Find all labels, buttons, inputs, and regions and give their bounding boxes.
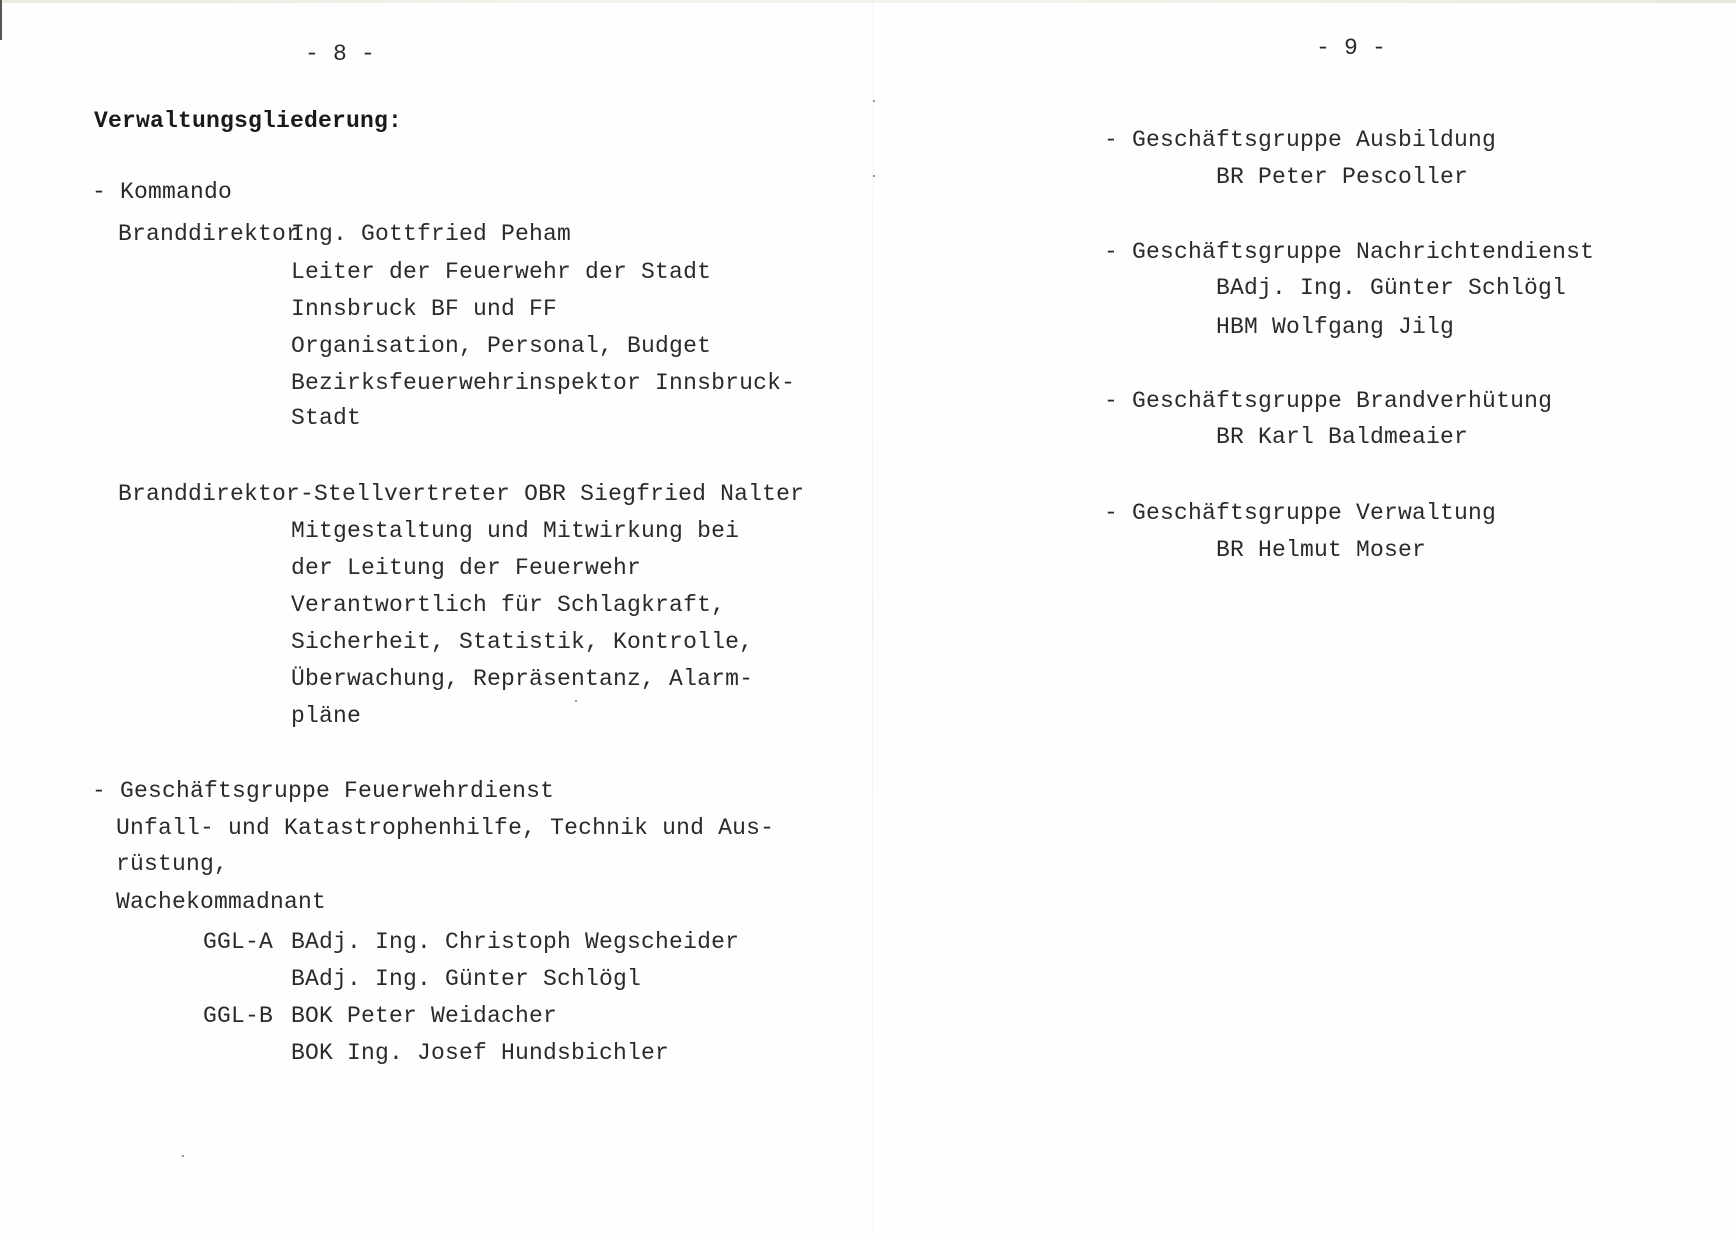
director-title: Branddirektor: [118, 221, 301, 247]
page-gutter: [872, 0, 873, 1238]
deputy-duty: Überwachung, Repräsentanz, Alarm-: [291, 666, 754, 692]
group-member: BOK Ing. Josef Hundsbichler: [291, 1040, 670, 1066]
deputy-duty: Mitgestaltung und Mitwirkung bei: [291, 518, 740, 544]
director-duty: Leiter der Feuerwehr der Stadt: [291, 259, 712, 285]
deputy-duty: der Leitung der Feuerwehr: [291, 555, 642, 581]
feuerwehrdienst-description: Unfall- und Katastrophenhilfe, Technik und Aus-: [116, 815, 775, 841]
feuerwehrdienst-description: rüstung,: [116, 851, 229, 877]
deputy-duty: Sicherheit, Statistik, Kontrolle,: [291, 629, 754, 655]
scan-speck: [873, 175, 875, 177]
deputy-duty: pläne: [291, 703, 362, 729]
scan-speck: [873, 100, 875, 102]
feuerwehrdienst-label: - Geschäftsgruppe Feuerwehrdienst: [92, 778, 555, 804]
group-label: - Geschäftsgruppe Verwaltung: [1104, 500, 1497, 526]
group-member: BR Peter Pescoller: [1216, 164, 1469, 190]
deputy-line: Branddirektor-Stellvertreter OBR Siegfried Nalter: [118, 481, 805, 507]
scan-speck: [575, 700, 577, 702]
paper-left-edge: [0, 0, 2, 40]
group-label: - Geschäftsgruppe Brandverhütung: [1104, 388, 1553, 414]
director-duty: Stadt: [291, 405, 362, 431]
kommando-label: - Kommando: [92, 179, 233, 205]
group-label: - Geschäftsgruppe Nachrichtendienst: [1104, 239, 1595, 265]
director-name: Ing. Gottfried Peham: [291, 221, 572, 247]
director-duty: Innsbruck BF und FF: [291, 296, 558, 322]
page-number-right: - 9 -: [1316, 35, 1387, 61]
section-heading: Verwaltungsgliederung:: [94, 108, 403, 134]
group-code: GGL-B: [203, 1003, 274, 1029]
group-label: - Geschäftsgruppe Ausbildung: [1104, 127, 1497, 153]
paper-top-edge: [0, 0, 1736, 3]
group-member: BR Karl Baldmeaier: [1216, 424, 1469, 450]
group-code: GGL-A: [203, 929, 274, 955]
group-member: HBM Wolfgang Jilg: [1216, 314, 1455, 340]
group-member: BOK Peter Weidacher: [291, 1003, 558, 1029]
director-duty: Bezirksfeuerwehrinspektor Innsbruck-: [291, 370, 796, 396]
group-member: BAdj. Ing. Günter Schlögl: [1216, 275, 1567, 301]
director-duty: Organisation, Personal, Budget: [291, 333, 712, 359]
deputy-duty: Verantwortlich für Schlagkraft,: [291, 592, 726, 618]
feuerwehrdienst-description: Wachekommadnant: [116, 889, 327, 915]
scan-speck: [182, 1155, 184, 1157]
page-number-left: - 8 -: [305, 41, 376, 67]
group-member: BR Helmut Moser: [1216, 537, 1427, 563]
group-member: BAdj. Ing. Christoph Wegscheider: [291, 929, 740, 955]
group-member: BAdj. Ing. Günter Schlögl: [291, 966, 642, 992]
